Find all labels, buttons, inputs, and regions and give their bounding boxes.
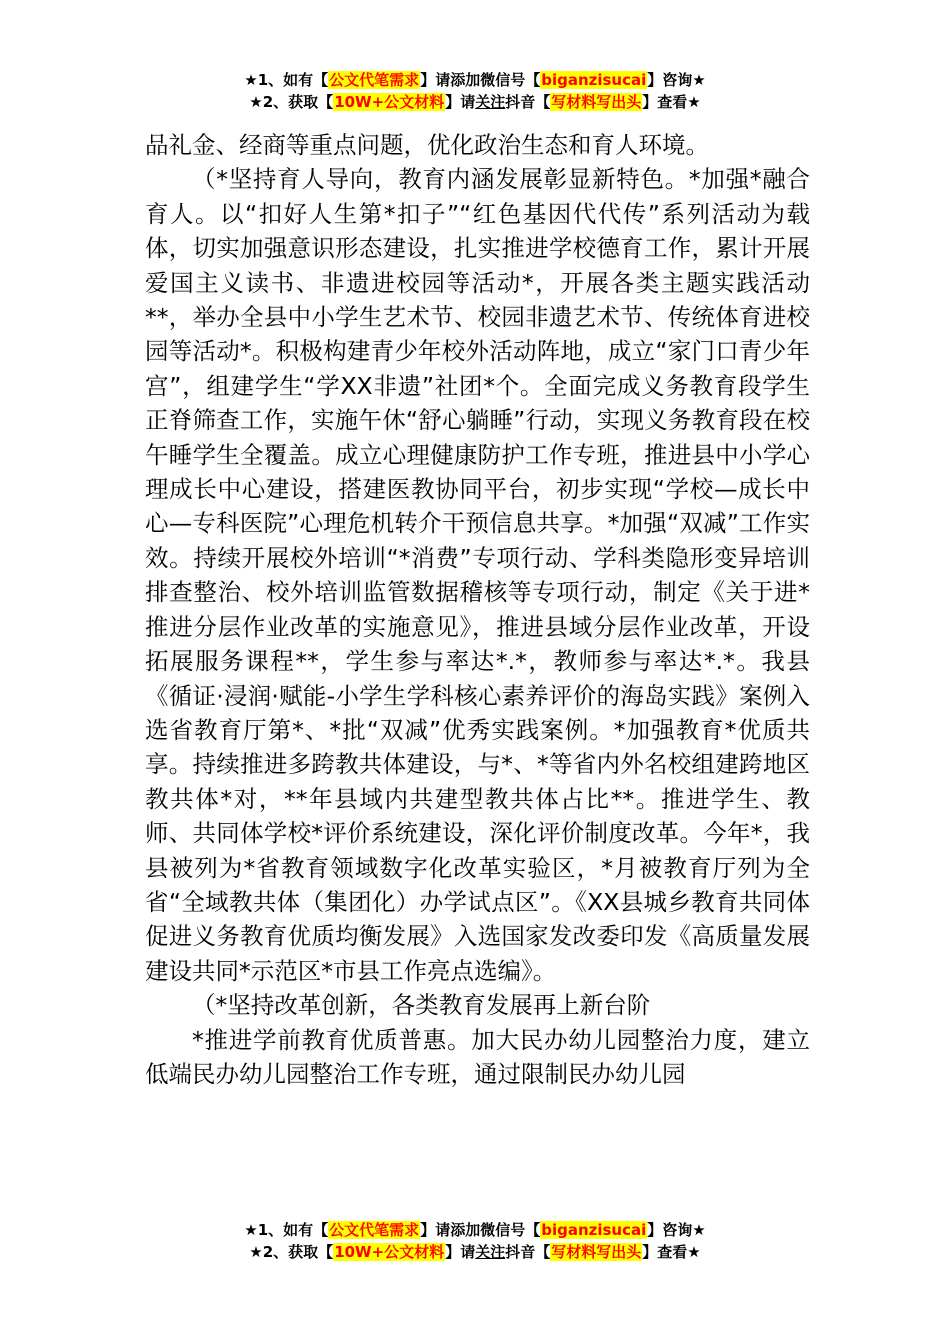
- highlight-wechat-id: biganzisucai: [541, 1221, 647, 1239]
- section-heading-reform: （*坚持改革创新，各类教育发展再上新台阶: [192, 991, 651, 1020]
- underline-follow: 关注: [475, 93, 506, 111]
- header-banner: [0, 69, 950, 113]
- highlight-ghostwriting: 公文代笔需求: [329, 1221, 420, 1239]
- footer-line-1: ★1、如有【公文代笔需求】请添加微信号【biganzisucai】咨询★: [244, 1221, 706, 1239]
- highlight-materials: 10W+公文材料: [334, 93, 445, 111]
- highlight-douyin-account: 写材料写出头: [551, 93, 642, 111]
- paragraph-preschool: *推进学前教育优质普惠。加大民办幼儿园整治力度，建立低端民办幼儿园整治工作专班，通过限制民办幼儿园: [145, 1025, 810, 1088]
- paragraph-continuation: 品礼金、经商等重点问题，优化政治生态和育人环境。: [145, 131, 709, 159]
- highlight-ghostwriting: 公文代笔需求: [329, 71, 420, 89]
- footer-line-2: ★2、获取【10W+公文材料】请关注抖音【写材料写出头】查看★: [249, 1243, 701, 1261]
- highlight-douyin-account: 写材料写出头: [551, 1243, 642, 1261]
- banner-line-2: ★2、获取【10W+公文材料】请关注抖音【写材料写出头】查看★: [249, 93, 701, 111]
- document-body: [145, 128, 810, 1091]
- underline-follow: 关注: [475, 1243, 506, 1261]
- highlight-materials: 10W+公文材料: [334, 1243, 445, 1261]
- highlight-wechat-id: biganzisucai: [541, 71, 647, 89]
- paragraph-education-orientation: （*坚持育人导向，教育内涵发展彰显新特色。*加强*融合育人。以“扣好人生第*扣子”“红色基因代代传”系列活动为载体，切实加强意识形态建设，扎实推进学校德育工作，累计开展爱国主义读书、非遗进校园等活动*，开展各类主题实践活动**，举办全县中小学生艺术节、校园非遗艺术节、传统体育进校园等活动*。积极构建青少年校外活动阵地，成立“家门口青少年宫”，组建学生“学XX非遗”社团*个。全面完成义务教育段学生正脊筛查工作，实施午休“舒心躺睡”行动，实现义务教育段在校午睡学生全覆盖。成立心理健康防护工作专班，推进县中小学心理成长中心建设，搭建医教协同平台，初步实现“学校—成长中心—专科医院”心理危机转介干预信息共享。*加强“双减”工作实效。持续开展校外培训“*消费”专项行动、学科类隐形变异培训排查整治、校外培训监管数据稽核等专项行动，制定《关于进*推进分层作业改革的实施意见》，推进县域分层作业改革，开设拓展服务课程**，学生参与率达*.*，教师参与率达*.*。我县《循证·浸润·赋能-小学生学科核心素养评价的海岛实践》案例入选省教育厅第*、*批“双减”优秀实践案例。*加强教育*优质共享。持续推进多跨教共体建设，与*、*等省内外名校组建跨地区教共体*对，**年县域内共建型教共体占比**。推进学生、教师、共同体学校*评价系统建设，深化评价制度改革。今年*，我县被列为*省教育领域数字化改革实验区，*月被教育厅列为全省“全域教共体（集团化）办学试点区”。《XX县城乡教育共同体促进义务教育优质均衡发展》入选国家发改委印发《高质量发展建设共同*示范区*市县工作亮点选编》。: [145, 165, 810, 985]
- banner-line-1: ★1、如有【公文代笔需求】请添加微信号【biganzisucai】咨询★: [244, 71, 706, 89]
- footer-banner: [0, 1219, 950, 1263]
